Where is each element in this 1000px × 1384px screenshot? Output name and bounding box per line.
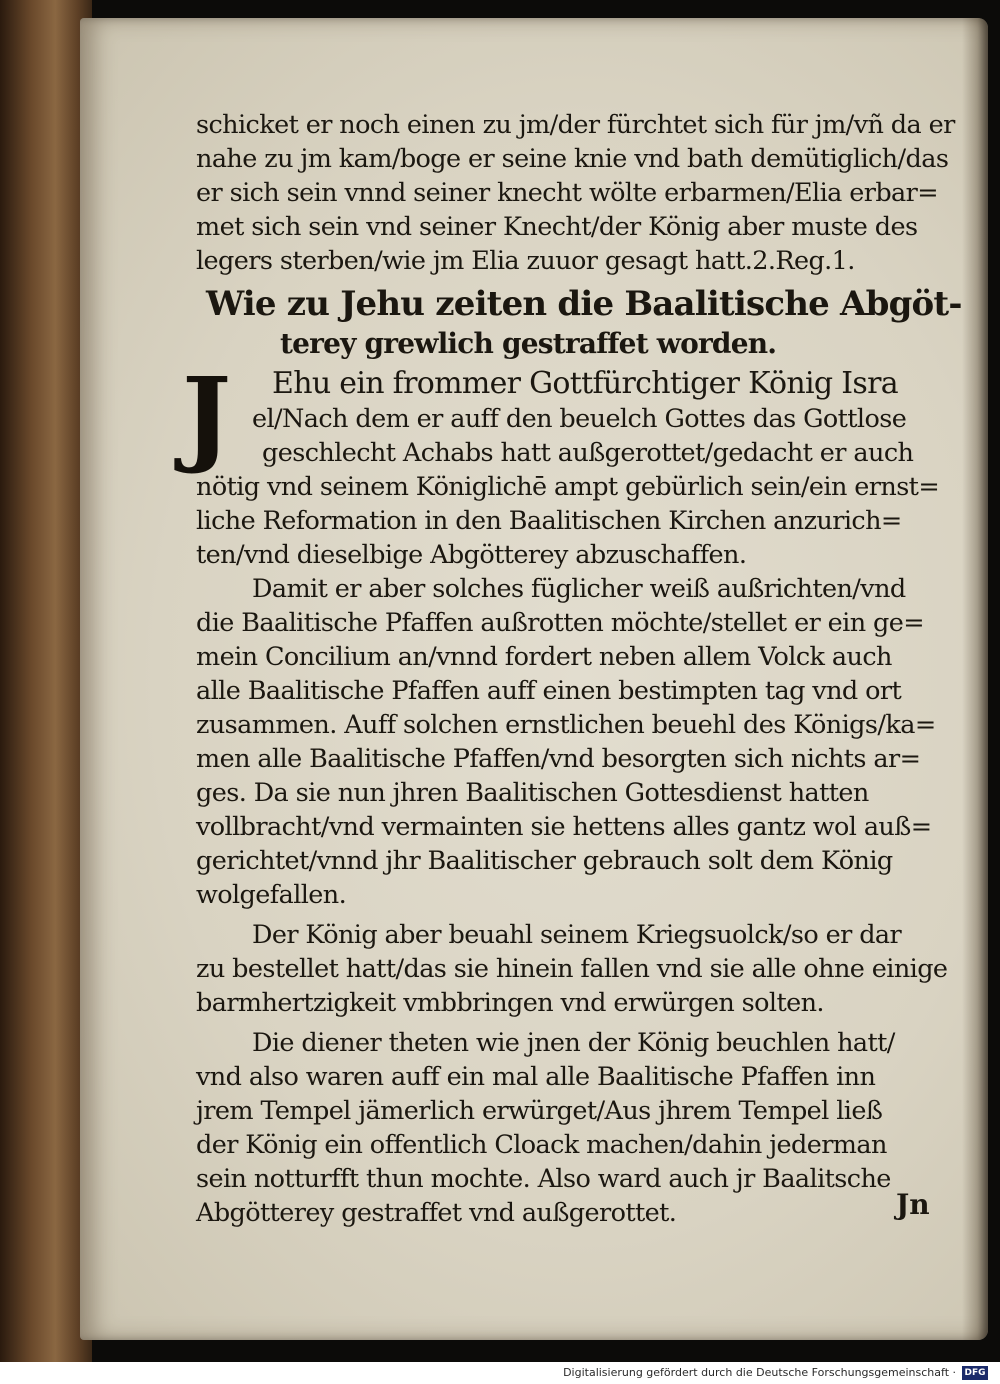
paragraph-2 [196,572,966,912]
text-line: gerichtet/vnnd jhr Baalitischer gebrauch solt dem König [196,846,893,876]
text-line: legers sterben/wie jm Elia zuuor gesagt hatt.2.Reg.1. [196,246,855,276]
text-line: ges. Da sie nun jhren Baalitischen Gottesdienst hatten [196,778,869,808]
text-line: el/Nach dem er auff den beuelch Gottes das Gottlose [252,404,907,434]
text-line: er sich sein vnnd seiner knecht wölte erbarmen/Elia erbar= [196,178,939,208]
text-line: barmhertzigkeit vmbbringen vnd erwürgen solten. [196,988,824,1018]
text-line: nahe zu jm kam/boge er seine knie vnd bath demütiglich/das [196,144,949,174]
book-spine [0,0,92,1362]
text-line: vollbracht/vnd vermainten sie hettens alles gantz wol auß= [196,812,932,842]
page-text [182,108,966,1230]
text-line: mein Concilium an/vnnd fordert neben allem Volck auch [196,642,892,672]
text-line: liche Reformation in den Baalitischen Kirchen anzurich= [196,506,902,536]
text-line: Ehu ein frommer Gottfürchtiger König Isra [272,366,898,401]
text-line: men alle Baalitische Pfaffen/vnd besorgten sich nichts ar= [196,744,921,774]
paragraph-4 [196,1026,966,1230]
text-line: zusammen. Auff solchen ernstlichen beuehl des Königs/ka= [196,710,936,740]
text-line: zu bestellet hatt/das sie hinein fallen vnd sie alle ohne einige [196,954,948,984]
paragraph-3 [196,918,966,1020]
text-line: met sich sein vnd seiner Knecht/der König aber muste des [196,212,918,242]
text-line: vnd also waren auff ein mal alle Baalitische Pfaffen inn [196,1062,876,1092]
catchword: Jn [896,1188,930,1221]
drop-cap-initial: J [182,354,232,477]
text-line: Abgötterey gestraffet vnd außgerottet. [196,1198,677,1228]
paragraph-1 [182,354,966,572]
text-line: der König ein offentlich Cloack machen/dahin jederman [196,1130,887,1160]
text-line: die Baalitische Pfaffen außrotten möchte/stellet er ein ge= [196,608,925,638]
text-line: wolgefallen. [196,880,347,910]
text-line: sein notturfft thun mochte. Also ward auch jr Baalitsche [196,1164,891,1194]
section-heading-continued: terey grewlich gestraffet worden. [280,327,777,360]
text-line: ten/vnd dieselbige Abgötterey abzuschaffen. [196,540,747,570]
dfg-logo: DFG [962,1366,988,1380]
text-line: Damit er aber solches füglicher weiß außrichten/vnd [252,574,906,604]
text-line: Der König aber beuahl seinem Kriegsuolck/so er dar [252,920,902,950]
text-line: Die diener theten wie jnen der König beuchlen hatt/ [252,1028,895,1058]
text-line: nötig vnd seinem Königlichē ampt gebürlich sein/ein ernst= [196,472,940,502]
text-line: jrem Tempel jämerlich erwürget/Aus jhrem Tempel ließ [196,1096,883,1126]
text-line: schicket er noch einen zu jm/der fürchtet sich für jm/vñ da er [196,110,955,140]
text-line: alle Baalitische Pfaffen auff einen bestimpten tag vnd ort [196,676,902,706]
section-heading: Wie zu Jehu zeiten die Baalitische Abgöt- [206,284,962,324]
digitization-credit: Digitalisierung gefördert durch die Deutsche Forschungsgemeinschaft · [563,1366,956,1379]
text-line: geschlecht Achabs hatt außgerottet/gedacht er auch [262,438,914,468]
